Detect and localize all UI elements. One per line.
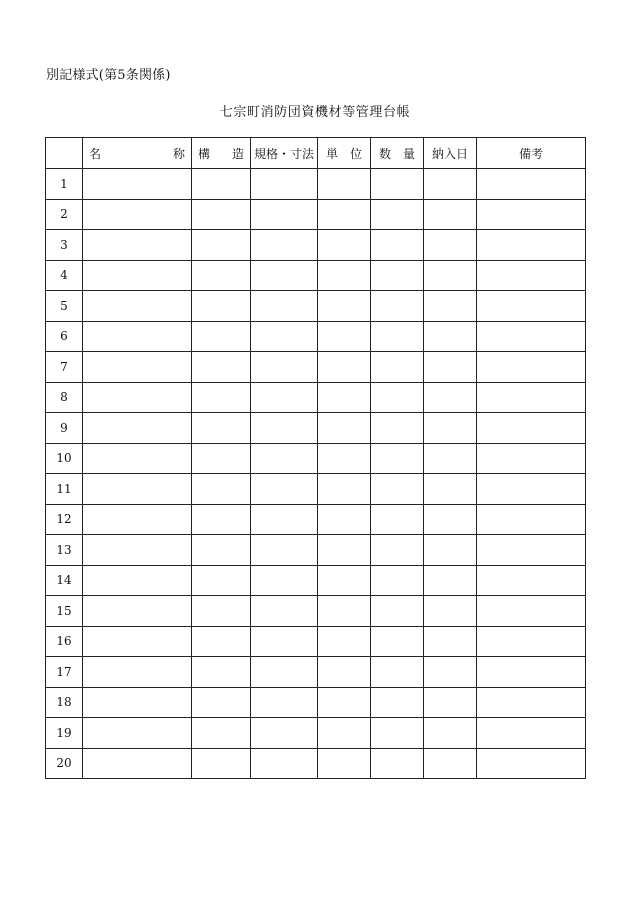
cell-unit (318, 260, 371, 291)
cell-name (83, 382, 192, 413)
table-row (46, 321, 586, 352)
row-number: 13 (46, 535, 83, 566)
cell-name (83, 169, 192, 200)
cell-structure (192, 169, 251, 200)
cell-unit (318, 535, 371, 566)
header-qty-b: 量 (402, 146, 415, 161)
cell-remarks (477, 596, 586, 627)
cell-name (83, 291, 192, 322)
cell-delivered (424, 443, 477, 474)
cell-remarks (477, 474, 586, 505)
cell-delivered (424, 657, 477, 688)
cell-spec (251, 657, 318, 688)
cell-delivered (424, 474, 477, 505)
cell-structure (192, 504, 251, 535)
row-number: 3 (46, 230, 83, 261)
header-unit-a: 単 (326, 146, 339, 161)
cell-spec (251, 230, 318, 261)
cell-quantity (371, 474, 424, 505)
table-row (46, 535, 586, 566)
header-quantity (371, 138, 424, 169)
table-row (46, 657, 586, 688)
cell-quantity (371, 535, 424, 566)
cell-unit (318, 413, 371, 444)
row-number: 14 (46, 565, 83, 596)
cell-delivered (424, 199, 477, 230)
header-structure-a: 構 (198, 146, 211, 161)
cell-name (83, 626, 192, 657)
cell-remarks (477, 504, 586, 535)
header-row (46, 138, 586, 169)
row-number: 10 (46, 443, 83, 474)
cell-remarks (477, 169, 586, 200)
cell-quantity (371, 565, 424, 596)
cell-unit (318, 291, 371, 322)
table-row (46, 199, 586, 230)
cell-remarks (477, 382, 586, 413)
cell-structure (192, 230, 251, 261)
cell-name (83, 657, 192, 688)
cell-quantity (371, 260, 424, 291)
row-number: 15 (46, 596, 83, 627)
cell-delivered (424, 291, 477, 322)
cell-name (83, 443, 192, 474)
cell-remarks (477, 260, 586, 291)
table-row (46, 565, 586, 596)
cell-remarks (477, 321, 586, 352)
table-row (46, 443, 586, 474)
cell-remarks (477, 352, 586, 383)
cell-quantity (371, 718, 424, 749)
header-structure-b: 造 (231, 146, 244, 161)
cell-structure (192, 657, 251, 688)
cell-remarks (477, 199, 586, 230)
cell-unit (318, 352, 371, 383)
cell-unit (318, 718, 371, 749)
cell-quantity (371, 352, 424, 383)
header-name-a: 名 (89, 146, 102, 161)
row-number: 7 (46, 352, 83, 383)
header-unit-b: 位 (349, 146, 362, 161)
table-row (46, 748, 586, 779)
cell-remarks (477, 535, 586, 566)
cell-name (83, 535, 192, 566)
cell-remarks (477, 565, 586, 596)
cell-quantity (371, 199, 424, 230)
cell-unit (318, 565, 371, 596)
table-row (46, 626, 586, 657)
cell-unit (318, 382, 371, 413)
table-row (46, 413, 586, 444)
row-number: 4 (46, 260, 83, 291)
cell-delivered (424, 382, 477, 413)
header-qty-a: 数 (379, 146, 392, 161)
row-number: 5 (46, 291, 83, 322)
cell-spec (251, 169, 318, 200)
header-name (83, 138, 192, 169)
cell-name (83, 321, 192, 352)
table-row (46, 291, 586, 322)
cell-name (83, 718, 192, 749)
cell-unit (318, 626, 371, 657)
table-row (46, 260, 586, 291)
cell-quantity (371, 596, 424, 627)
cell-spec (251, 626, 318, 657)
cell-spec (251, 474, 318, 505)
cell-delivered (424, 352, 477, 383)
table-row (46, 718, 586, 749)
cell-name (83, 474, 192, 505)
cell-name (83, 748, 192, 779)
cell-delivered (424, 260, 477, 291)
cell-quantity (371, 504, 424, 535)
cell-quantity (371, 657, 424, 688)
cell-unit (318, 230, 371, 261)
cell-spec (251, 352, 318, 383)
cell-quantity (371, 626, 424, 657)
cell-name (83, 230, 192, 261)
cell-spec (251, 535, 318, 566)
cell-delivered (424, 687, 477, 718)
header-delivered: 納入日 (424, 138, 477, 169)
cell-remarks (477, 230, 586, 261)
cell-unit (318, 504, 371, 535)
row-number: 11 (46, 474, 83, 505)
cell-remarks (477, 687, 586, 718)
header-structure (192, 138, 251, 169)
cell-quantity (371, 382, 424, 413)
cell-name (83, 504, 192, 535)
cell-quantity (371, 748, 424, 779)
cell-structure (192, 718, 251, 749)
cell-remarks (477, 413, 586, 444)
cell-quantity (371, 291, 424, 322)
row-number: 16 (46, 626, 83, 657)
cell-remarks (477, 443, 586, 474)
cell-unit (318, 199, 371, 230)
equipment-ledger-table (45, 137, 586, 779)
cell-structure (192, 291, 251, 322)
table-row (46, 504, 586, 535)
cell-delivered (424, 413, 477, 444)
cell-structure (192, 443, 251, 474)
cell-spec (251, 504, 318, 535)
header-no (46, 138, 83, 169)
cell-remarks (477, 748, 586, 779)
cell-name (83, 565, 192, 596)
cell-delivered (424, 596, 477, 627)
cell-spec (251, 443, 318, 474)
cell-unit (318, 687, 371, 718)
cell-structure (192, 382, 251, 413)
row-number: 12 (46, 504, 83, 535)
cell-spec (251, 718, 318, 749)
header-remarks: 備考 (477, 138, 586, 169)
cell-structure (192, 413, 251, 444)
cell-unit (318, 748, 371, 779)
table-row (46, 169, 586, 200)
row-number: 17 (46, 657, 83, 688)
cell-name (83, 596, 192, 627)
cell-quantity (371, 687, 424, 718)
cell-spec (251, 565, 318, 596)
cell-spec (251, 748, 318, 779)
cell-unit (318, 657, 371, 688)
row-number: 18 (46, 687, 83, 718)
cell-structure (192, 596, 251, 627)
cell-remarks (477, 626, 586, 657)
cell-structure (192, 474, 251, 505)
cell-structure (192, 199, 251, 230)
cell-quantity (371, 169, 424, 200)
cell-quantity (371, 443, 424, 474)
cell-spec (251, 413, 318, 444)
cell-delivered (424, 535, 477, 566)
table-row (46, 596, 586, 627)
cell-delivered (424, 565, 477, 596)
cell-quantity (371, 413, 424, 444)
cell-spec (251, 199, 318, 230)
header-name-b: 称 (172, 146, 185, 161)
row-number: 9 (46, 413, 83, 444)
cell-structure (192, 535, 251, 566)
table-row (46, 382, 586, 413)
cell-structure (192, 748, 251, 779)
table-row (46, 687, 586, 718)
cell-spec (251, 382, 318, 413)
row-number: 2 (46, 199, 83, 230)
cell-delivered (424, 169, 477, 200)
cell-delivered (424, 504, 477, 535)
cell-name (83, 687, 192, 718)
cell-quantity (371, 321, 424, 352)
cell-delivered (424, 321, 477, 352)
cell-unit (318, 474, 371, 505)
cell-spec (251, 291, 318, 322)
cell-structure (192, 352, 251, 383)
cell-spec (251, 687, 318, 718)
cell-name (83, 352, 192, 383)
row-number: 8 (46, 382, 83, 413)
cell-unit (318, 321, 371, 352)
cell-unit (318, 596, 371, 627)
row-number: 19 (46, 718, 83, 749)
cell-name (83, 260, 192, 291)
cell-structure (192, 260, 251, 291)
row-number: 1 (46, 169, 83, 200)
cell-quantity (371, 230, 424, 261)
cell-name (83, 199, 192, 230)
cell-delivered (424, 748, 477, 779)
cell-structure (192, 687, 251, 718)
cell-delivered (424, 626, 477, 657)
document-title: 七宗町消防団資機材等管理台帳 (219, 105, 411, 120)
table-row (46, 352, 586, 383)
header-spec: 規格・寸法 (251, 138, 318, 169)
header-unit (318, 138, 371, 169)
cell-structure (192, 565, 251, 596)
cell-spec (251, 321, 318, 352)
cell-remarks (477, 291, 586, 322)
cell-delivered (424, 230, 477, 261)
cell-structure (192, 321, 251, 352)
cell-remarks (477, 657, 586, 688)
form-reference: 別記様式(第5条関係) (46, 68, 171, 83)
row-number: 6 (46, 321, 83, 352)
cell-delivered (424, 718, 477, 749)
cell-unit (318, 169, 371, 200)
table-row (46, 474, 586, 505)
cell-structure (192, 626, 251, 657)
cell-spec (251, 260, 318, 291)
cell-spec (251, 596, 318, 627)
row-number: 20 (46, 748, 83, 779)
cell-unit (318, 443, 371, 474)
cell-name (83, 413, 192, 444)
cell-remarks (477, 718, 586, 749)
table-row (46, 230, 586, 261)
